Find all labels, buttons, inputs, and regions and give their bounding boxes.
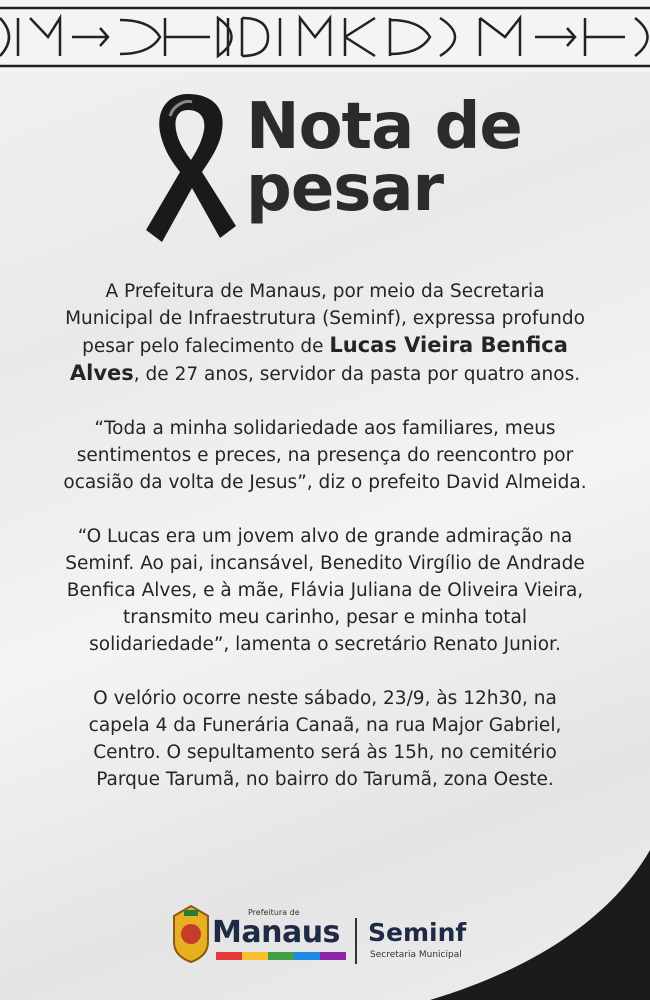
prefeitura-label: Prefeitura de: [248, 908, 300, 917]
title-line-1: Nota de: [246, 90, 522, 164]
paragraph-funeral-info: O velório ocorre neste sábado, 23/9, às 12h30, na capela 4 da Funerária Canaã, na rua Major Gabriel, Centro. O sepultamento será às 15h, no cemitério Parque Tarumã, no bairro do Tarumã, zona Oeste.: [88, 688, 562, 790]
title-line-2: pesar: [246, 152, 444, 226]
page-title: [246, 90, 522, 226]
paragraph-secretary-quote: “O Lucas era um jovem alvo de grande admiração na Seminf. Ao pai, incansável, Benedito Virgílio de Andrade Benfica Alves, e à mãe, Flávia Juliana de Oliveira Vieira, transmito meu carinho, pesar e minha total solidariedade”, lamenta o secretário Renato Junior.: [65, 526, 585, 655]
announcement-text-end: , de 27 anos, servidor da pasta por quatro anos.: [133, 364, 581, 385]
deceased-name: Lucas Vieira Benfica Alves: [69, 333, 568, 385]
manaus-crest-icon: [172, 904, 210, 964]
logo-divider: [355, 918, 357, 964]
paragraph-mayor-quote: “Toda a minha solidariedade aos familiares, meus sentimentos e preces, na presença do reencontro por ocasião da volta de Jesus”, diz o prefeito David Almeida.: [63, 418, 587, 493]
mourning-ribbon-icon: [140, 92, 240, 242]
footer-logos: [172, 900, 492, 975]
manaus-color-stripe: [216, 952, 346, 960]
decorative-top-border: [0, 0, 650, 72]
paragraph-announcement: [60, 278, 590, 388]
header: [140, 92, 540, 242]
note-body: [60, 278, 590, 820]
seminf-logo-text: Seminf: [368, 918, 467, 947]
announcement-text: A Prefeitura de Manaus, por meio da Secretaria Municipal de Infraestrutura (Seminf), expressa profundo pesar pelo falecimento de: [65, 281, 585, 357]
seminf-subtitle: Secretaria Municipal: [370, 950, 462, 960]
manaus-logo-text: Manaus: [212, 915, 340, 950]
